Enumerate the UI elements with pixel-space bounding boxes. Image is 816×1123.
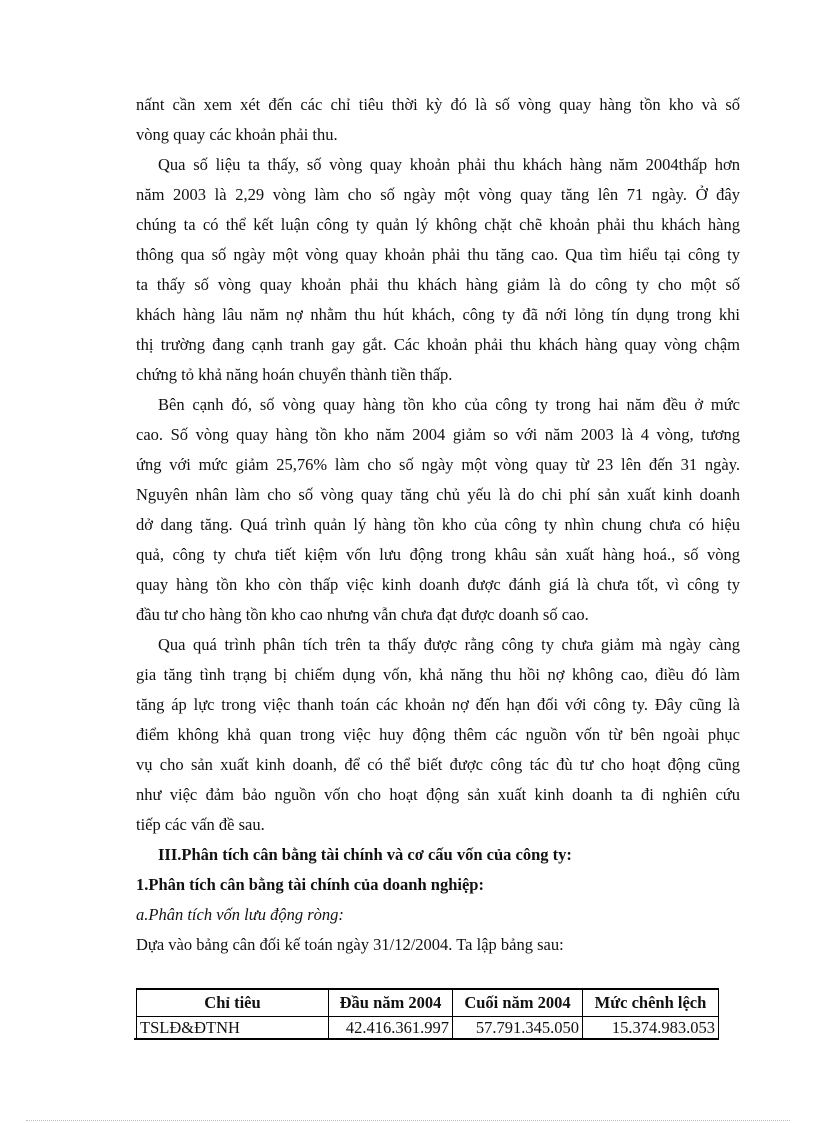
paragraph-line: ta thấy số vòng quay khoản phải thu khách hàng giảm là do công ty cho một số <box>136 275 740 294</box>
body-text <box>136 90 740 960</box>
paragraph-line: tăng áp lực trong việc thanh toán các khoản nợ đến hạn đối với công ty. Đây cũng là <box>136 695 740 714</box>
header-cuoi-nam: Cuối năm 2004 <box>453 989 583 1017</box>
header-chenh-lech: Mức chênh lệch <box>583 989 719 1017</box>
subheading-a: a.Phân tích vốn lưu động ròng: <box>136 905 344 924</box>
paragraph-line: chứng tỏ khả năng hoán chuyển thành tiền thấp. <box>136 365 453 384</box>
paragraph-line: cao. Số vòng quay hàng tồn kho năm 2004 giảm so với năm 2003 là 4 vòng, tương <box>136 425 740 444</box>
header-dau-nam: Đầu năm 2004 <box>329 989 453 1017</box>
table-row <box>137 1017 719 1040</box>
paragraph-line: Nguyên nhân làm cho số vòng quay tăng chủ yếu là do chi phí sản xuất kinh doanh <box>136 485 740 504</box>
paragraph-line: tiếp các vấn đề sau. <box>136 815 265 834</box>
section-heading-1: 1.Phân tích cân bằng tài chính của doanh nghiệp: <box>136 875 484 894</box>
paragraph-line: vòng quay các khoản phải thu. <box>136 125 338 144</box>
paragraph-line: vụ cho sản xuất kinh doanh, để có thể biết được công tác đù tư cho hoạt động cũng <box>136 755 740 774</box>
paragraph-line: Bên cạnh đó, số vòng quay hàng tồn kho của công ty trong hai năm đều ở mức <box>158 395 740 414</box>
paragraph-line: dở dang tăng. Quá trình quản lý hàng tồn kho của công ty nhìn chung chưa có hiệu <box>136 515 740 534</box>
paragraph-line: khách hàng lâu năm nợ nhằm thu hút khách, công ty đã nới lỏng tín dụng trong khi <box>136 305 740 324</box>
table-cell: 57.791.345.050 <box>453 1017 583 1040</box>
paragraph-line: quả, công ty chưa tiết kiệm vốn lưu động trong khâu sản xuất hàng hoá., số vòng <box>136 545 740 564</box>
header-chi-tieu: Chỉ tiêu <box>137 989 329 1017</box>
paragraph-line: điểm không khả quan trong việc huy động thêm các nguồn vốn từ bên ngoài phục <box>136 725 740 744</box>
page-footer-dotted-line <box>26 1120 790 1121</box>
balance-table-wrapper <box>136 988 718 1037</box>
paragraph-line: như việc đảm bảo nguồn vốn cho hoạt động sản xuất kinh doanh ta đi nghiên cứu <box>136 785 740 804</box>
section-heading-3: III.Phân tích cân bằng tài chính và cơ cấu vốn của công ty: <box>158 845 572 864</box>
paragraph-line: đầu tư cho hàng tồn kho cao nhưng vẫn chưa đạt được doanh số cao. <box>136 605 589 624</box>
table-header-row <box>137 989 719 1017</box>
paragraph-line: quay hàng tồn kho còn thấp việc kinh doanh được đánh giá là chưa tốt, vì công ty <box>136 575 740 594</box>
paragraph-line: thị trường đang cạnh tranh gay gắt. Các khoản phải thu khách hàng quay vòng chậm <box>136 335 740 354</box>
paragraph-line: năm 2003 là 2,29 vòng làm cho số ngày một vòng quay tăng lên 71 ngày. Ở đây <box>136 185 740 204</box>
table-cell: TSLĐ&ĐTNH <box>137 1017 329 1040</box>
balance-table <box>136 988 719 1040</box>
paragraph-line: Qua quá trình phân tích trên ta thấy được rằng công ty chưa giảm mà ngày càng <box>158 635 740 654</box>
table-cell: 42.416.361.997 <box>329 1017 453 1040</box>
table-cell: 15.374.983.053 <box>583 1017 719 1040</box>
paragraph-line: chúng ta có thể kết luận công ty quản lý không chặt chẽ khoản phải thu khách hàng <box>136 215 740 234</box>
paragraph-line: gia tăng tình trạng bị chiếm dụng vốn, khả năng thu hồi nợ không cao, điều đó làm <box>136 665 740 684</box>
page-bottom-rule <box>134 1038 718 1040</box>
paragraph-line: thông qua số ngày một vòng quay khoản phải thu tăng cao. Qua tìm hiểu tại công ty <box>136 245 740 264</box>
table-intro: Dựa vào bảng cân đối kế toán ngày 31/12/2004. Ta lập bảng sau: <box>136 935 564 954</box>
paragraph-line: Qua số liệu ta thấy, số vòng quay khoản phải thu khách hàng năm 2004thấp hơn <box>158 155 740 174</box>
paragraph-line: ứng với mức giảm 25,76% làm cho số ngày một vòng quay từ 23 lên đến 31 ngày. <box>136 455 740 474</box>
paragraph-line: nấnt cần xem xét đến các chỉ tiêu thời kỳ đó là số vòng quay hàng tồn kho và số <box>136 95 740 114</box>
